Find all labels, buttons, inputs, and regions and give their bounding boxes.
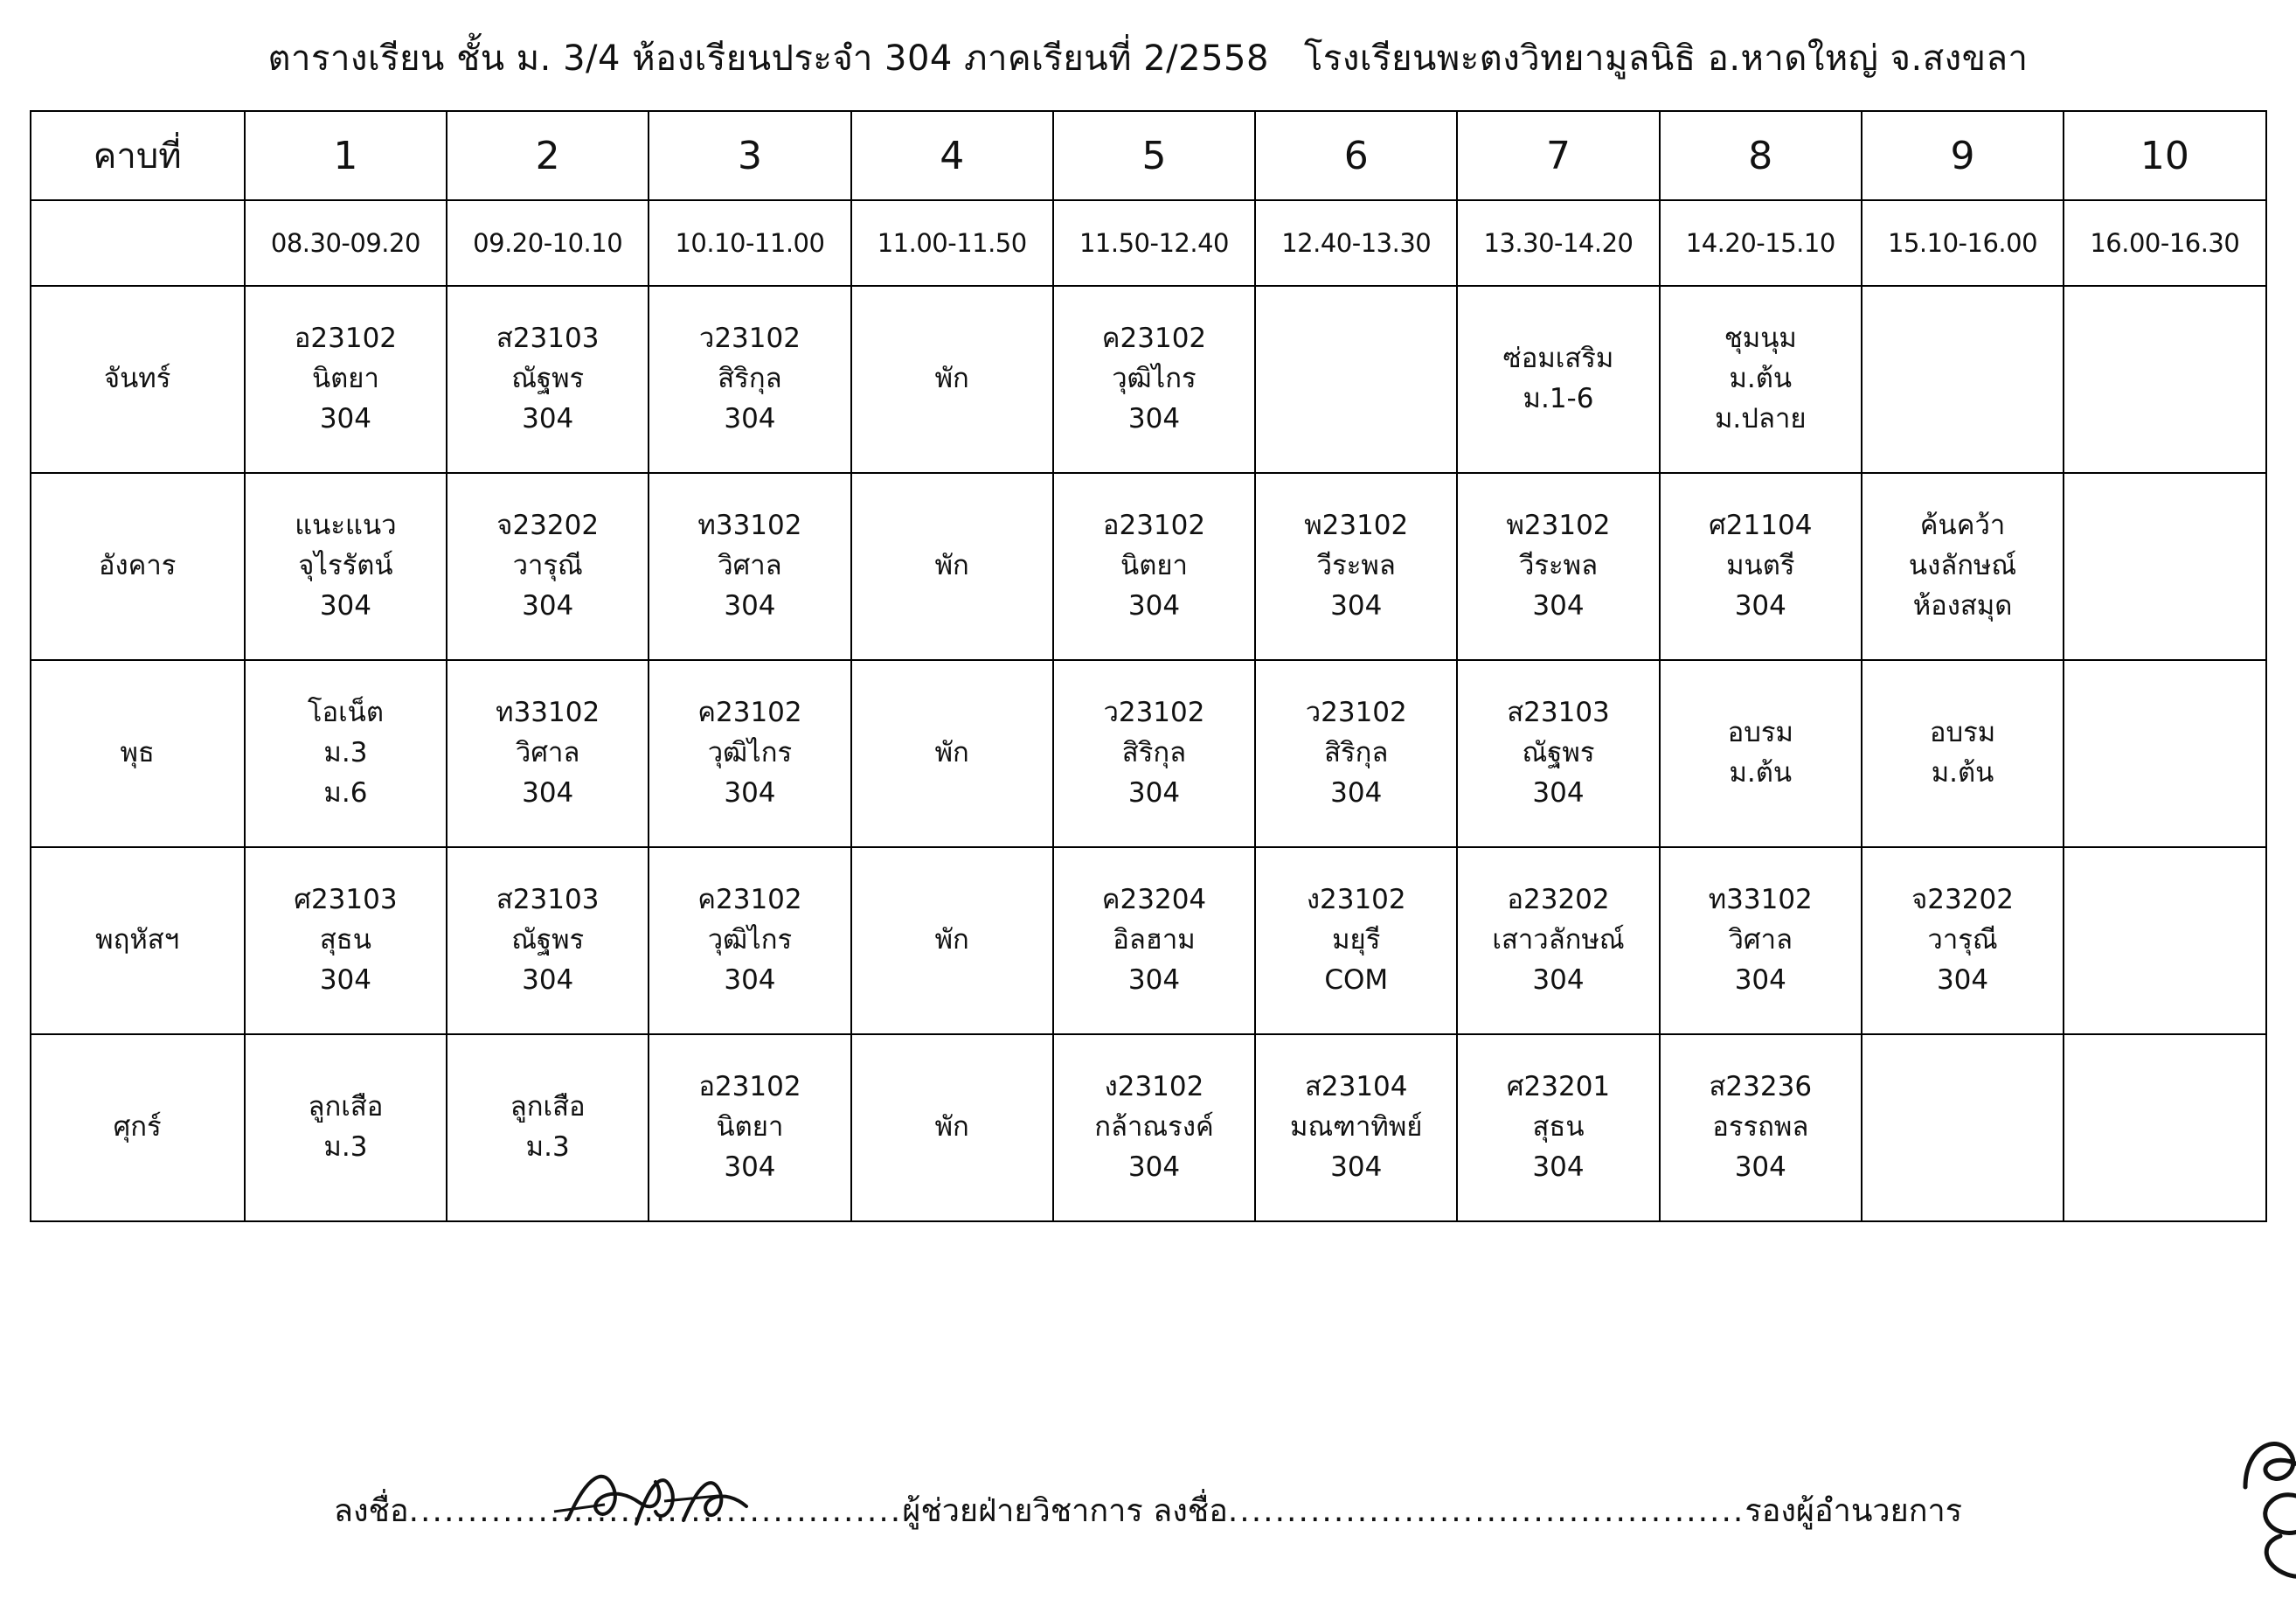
cell-room: 304 bbox=[1127, 776, 1181, 809]
cell-friday-p8 bbox=[1660, 1034, 1862, 1221]
cell-code: จ23202 bbox=[1911, 884, 2014, 916]
cell-code: ลูกเสือ bbox=[510, 1091, 586, 1123]
page-title bbox=[0, 0, 2296, 94]
cell-room: 304 bbox=[1127, 963, 1181, 996]
cell-teacher: อิลฮาม bbox=[1113, 924, 1196, 956]
cell-room: 304 bbox=[319, 963, 371, 996]
cell-wednesday-p3 bbox=[649, 660, 850, 847]
signature-dots-2: ............................................ bbox=[1227, 1493, 1745, 1529]
day-label-wednesday: พุธ bbox=[31, 660, 245, 847]
cell-teacher: สุธน bbox=[1532, 1111, 1585, 1144]
cell-room: 304 bbox=[522, 402, 574, 435]
cell-tuesday-p4 bbox=[851, 473, 1053, 660]
cell-room: ห้องสมุด bbox=[1912, 589, 2013, 622]
cell-code: พัก bbox=[934, 363, 969, 395]
period-header-10: 10 bbox=[2064, 111, 2265, 200]
cell-tuesday-p2 bbox=[447, 473, 649, 660]
cell-teacher: อรรถพล bbox=[1712, 1111, 1809, 1144]
cell-code: ท33102 bbox=[496, 697, 600, 729]
role-label-2: รองผู้อำนวยการ bbox=[1745, 1493, 1963, 1529]
signature-dots-1: .......................................... bbox=[408, 1493, 903, 1529]
cell-code: ค้นคว้า bbox=[1919, 510, 2006, 542]
cell-teacher: นิตยา bbox=[1120, 550, 1188, 582]
cell-code: ส23236 bbox=[1709, 1071, 1813, 1103]
cell-code: ศ23103 bbox=[294, 884, 398, 916]
cell-thursday-p4 bbox=[851, 847, 1053, 1034]
cell-code: ค23102 bbox=[697, 884, 802, 916]
cell-teacher: วารุณี bbox=[1927, 924, 1998, 956]
cell-friday-p10 bbox=[2064, 1034, 2265, 1221]
cell-wednesday-p5 bbox=[1053, 660, 1255, 847]
cell-friday-p7 bbox=[1457, 1034, 1659, 1221]
page-title-school: โรงเรียนพะตงวิทยามูลนิธิ อ.หาดใหญ่ จ.สงขลา bbox=[1303, 38, 2029, 79]
cell-monday-p9 bbox=[1862, 286, 2064, 473]
cell-friday-p3 bbox=[649, 1034, 850, 1221]
table-row bbox=[31, 847, 2266, 1034]
cell-tuesday-p10 bbox=[2064, 473, 2265, 660]
cell-teacher: ณัฐพร bbox=[511, 363, 585, 395]
cell-code: ค23204 bbox=[1101, 884, 1207, 916]
cell-teacher: วารุณี bbox=[512, 550, 583, 582]
cell-room: 304 bbox=[1936, 963, 1989, 996]
time-header-3: 10.10-11.00 bbox=[649, 200, 850, 286]
cell-teacher: ม.ต้น bbox=[1729, 757, 1793, 789]
cell-room: 304 bbox=[1532, 589, 1585, 622]
cell-thursday-p10 bbox=[2064, 847, 2265, 1034]
cell-teacher: วุฒิไกร bbox=[1112, 363, 1197, 395]
cell-code: อบรม bbox=[1727, 717, 1793, 749]
cell-room: 304 bbox=[724, 776, 776, 809]
time-header-10: 16.00-16.30 bbox=[2064, 200, 2265, 286]
cell-code: ค23102 bbox=[1101, 323, 1207, 355]
cell-teacher: วีระพล bbox=[1316, 550, 1396, 582]
table-header-periods bbox=[31, 111, 2266, 200]
time-header-blank bbox=[31, 200, 245, 286]
cell-friday-p5 bbox=[1053, 1034, 1255, 1221]
cell-teacher: วีระพล bbox=[1518, 550, 1599, 582]
cell-teacher: มนตรี bbox=[1726, 550, 1795, 582]
signature-footer bbox=[0, 1485, 2296, 1535]
cell-code: ศ23201 bbox=[1506, 1071, 1611, 1103]
role-label-1: ผู้ช่วยฝ่ายวิชาการ bbox=[902, 1493, 1143, 1529]
table-row bbox=[31, 286, 2266, 473]
signature-label-2: ลงชื่อ bbox=[1153, 1493, 1228, 1529]
cell-code: ซ่อมเสริม bbox=[1502, 343, 1614, 375]
cell-code: แนะแนว bbox=[295, 510, 397, 542]
page-title-main: ตารางเรียน ชั้น ม. 3/4 ห้องเรียนประจำ 304 ภาคเรียนที่ 2/2558 bbox=[267, 38, 1269, 79]
cell-teacher: สุธน bbox=[319, 924, 371, 956]
cell-room: 304 bbox=[724, 402, 776, 435]
cell-teacher: ม.3 bbox=[323, 737, 368, 769]
cell-tuesday-p1 bbox=[245, 473, 447, 660]
cell-code: อ23102 bbox=[294, 323, 398, 355]
cell-thursday-p5 bbox=[1053, 847, 1255, 1034]
cell-room: 304 bbox=[1532, 776, 1585, 809]
cell-room: 304 bbox=[522, 776, 574, 809]
period-header-7: 7 bbox=[1457, 111, 1659, 200]
cell-code: ท33102 bbox=[1708, 884, 1813, 916]
schedule-table bbox=[30, 110, 2267, 1222]
time-header-7: 13.30-14.20 bbox=[1457, 200, 1659, 286]
cell-monday-p5 bbox=[1053, 286, 1255, 473]
cell-code: ชุมนุม bbox=[1724, 323, 1797, 355]
period-header-4: 4 bbox=[851, 111, 1053, 200]
cell-thursday-p1 bbox=[245, 847, 447, 1034]
cell-monday-p8 bbox=[1660, 286, 1862, 473]
signature-mark-deputy bbox=[2210, 1424, 2296, 1599]
cell-code: อ23202 bbox=[1507, 884, 1610, 916]
cell-code: พัก bbox=[934, 737, 969, 769]
cell-room: 304 bbox=[1330, 589, 1383, 622]
cell-friday-p6 bbox=[1255, 1034, 1457, 1221]
cell-code: อบรม bbox=[1929, 717, 1996, 749]
cell-code: พ23102 bbox=[1506, 510, 1611, 542]
cell-teacher: วิศาล bbox=[1728, 924, 1793, 956]
cell-thursday-p8 bbox=[1660, 847, 1862, 1034]
table-row bbox=[31, 660, 2266, 847]
cell-tuesday-p9 bbox=[1862, 473, 2064, 660]
cell-tuesday-p8 bbox=[1660, 473, 1862, 660]
corner-label: คาบที่ bbox=[31, 111, 245, 200]
cell-teacher: กล้าณรงค์ bbox=[1094, 1111, 1214, 1144]
cell-room: 304 bbox=[724, 589, 776, 622]
cell-code: ง23102 bbox=[1104, 1071, 1204, 1103]
cell-room: 304 bbox=[1127, 1151, 1181, 1183]
cell-tuesday-p5 bbox=[1053, 473, 1255, 660]
cell-teacher: ม.ต้น bbox=[1729, 363, 1793, 395]
cell-code: อ23102 bbox=[698, 1071, 801, 1103]
signature-label-1: ลงชื่อ bbox=[333, 1493, 409, 1529]
cell-teacher: ม.3 bbox=[323, 1131, 368, 1163]
cell-teacher: สิริกุล bbox=[718, 363, 782, 395]
cell-room: 304 bbox=[319, 589, 371, 622]
cell-room: 304 bbox=[1127, 402, 1181, 435]
cell-room: 304 bbox=[1734, 1151, 1786, 1183]
cell-teacher: เสาวลักษณ์ bbox=[1492, 924, 1625, 956]
cell-teacher: สิริกุล bbox=[1121, 737, 1187, 769]
cell-code: พ23102 bbox=[1304, 510, 1409, 542]
time-header-6: 12.40-13.30 bbox=[1255, 200, 1457, 286]
cell-code: ง23102 bbox=[1306, 884, 1406, 916]
cell-code: อ23102 bbox=[1102, 510, 1206, 542]
cell-code: ลูกเสือ bbox=[308, 1091, 384, 1123]
cell-room: 304 bbox=[1532, 963, 1585, 996]
cell-teacher: สิริกุล bbox=[1324, 737, 1389, 769]
time-header-1: 08.30-09.20 bbox=[245, 200, 447, 286]
time-header-8: 14.20-15.10 bbox=[1660, 200, 1862, 286]
cell-code: พัก bbox=[934, 1111, 969, 1144]
period-header-8: 8 bbox=[1660, 111, 1862, 200]
cell-teacher: วุฒิไกร bbox=[707, 737, 793, 769]
cell-teacher: ม.ต้น bbox=[1931, 757, 1994, 789]
cell-room: 304 bbox=[1127, 589, 1181, 622]
cell-code: พัก bbox=[934, 550, 969, 582]
cell-wednesday-p6 bbox=[1255, 660, 1457, 847]
cell-thursday-p2 bbox=[447, 847, 649, 1034]
period-header-5: 5 bbox=[1053, 111, 1255, 200]
cell-code: ส23103 bbox=[1507, 697, 1610, 729]
cell-monday-p3 bbox=[649, 286, 850, 473]
cell-code: จ23202 bbox=[496, 510, 600, 542]
cell-teacher: ม.3 bbox=[525, 1131, 570, 1163]
cell-room: 304 bbox=[724, 1151, 776, 1183]
cell-teacher: วิศาล bbox=[515, 737, 580, 769]
table-header-times bbox=[31, 200, 2266, 286]
cell-wednesday-p4 bbox=[851, 660, 1053, 847]
cell-teacher: จุไรรัตน์ bbox=[298, 550, 393, 582]
cell-tuesday-p3 bbox=[649, 473, 850, 660]
cell-room: 304 bbox=[522, 963, 574, 996]
cell-wednesday-p7 bbox=[1457, 660, 1659, 847]
cell-room: 304 bbox=[1330, 1151, 1383, 1183]
cell-teacher: ณัฐพร bbox=[1522, 737, 1595, 769]
cell-teacher: นิตยา bbox=[716, 1111, 784, 1144]
period-header-3: 3 bbox=[649, 111, 850, 200]
day-label-friday: ศุกร์ bbox=[31, 1034, 245, 1221]
cell-room: ม.6 bbox=[323, 776, 368, 809]
cell-code: ส23103 bbox=[496, 323, 600, 355]
cell-monday-p2 bbox=[447, 286, 649, 473]
time-header-2: 09.20-10.10 bbox=[447, 200, 649, 286]
cell-wednesday-p1 bbox=[245, 660, 447, 847]
cell-room: 304 bbox=[1330, 776, 1383, 809]
cell-code: ว23102 bbox=[698, 323, 801, 355]
cell-wednesday-p8 bbox=[1660, 660, 1862, 847]
cell-code: ศ21104 bbox=[1709, 510, 1813, 542]
cell-teacher: มณฑาทิพย์ bbox=[1290, 1111, 1423, 1144]
cell-room: 304 bbox=[1532, 1151, 1585, 1183]
cell-teacher: นงลักษณ์ bbox=[1908, 550, 2017, 582]
table-row bbox=[31, 1034, 2266, 1221]
time-header-9: 15.10-16.00 bbox=[1862, 200, 2064, 286]
cell-thursday-p7 bbox=[1457, 847, 1659, 1034]
period-header-1: 1 bbox=[245, 111, 447, 200]
cell-code: ส23103 bbox=[496, 884, 600, 916]
cell-thursday-p9 bbox=[1862, 847, 2064, 1034]
cell-room: 304 bbox=[1734, 589, 1786, 622]
cell-teacher: ม.1-6 bbox=[1523, 383, 1594, 414]
cell-monday-p6 bbox=[1255, 286, 1457, 473]
cell-monday-p7 bbox=[1457, 286, 1659, 473]
cell-code: โอเน็ต bbox=[307, 697, 384, 729]
period-header-9: 9 bbox=[1862, 111, 2064, 200]
cell-friday-p2 bbox=[447, 1034, 649, 1221]
cell-teacher: มยุรี bbox=[1332, 924, 1381, 956]
cell-room: ม.ปลาย bbox=[1715, 402, 1807, 435]
cell-tuesday-p7 bbox=[1457, 473, 1659, 660]
cell-friday-p1 bbox=[245, 1034, 447, 1221]
cell-room: COM bbox=[1324, 963, 1389, 996]
cell-wednesday-p2 bbox=[447, 660, 649, 847]
cell-room: 304 bbox=[319, 402, 371, 435]
day-label-thursday: พฤหัสฯ bbox=[31, 847, 245, 1034]
cell-monday-p1 bbox=[245, 286, 447, 473]
time-header-5: 11.50-12.40 bbox=[1053, 200, 1255, 286]
cell-friday-p9 bbox=[1862, 1034, 2064, 1221]
cell-monday-p10 bbox=[2064, 286, 2265, 473]
day-label-monday: จันทร์ bbox=[31, 286, 245, 473]
table-row bbox=[31, 473, 2266, 660]
cell-tuesday-p6 bbox=[1255, 473, 1457, 660]
cell-wednesday-p9 bbox=[1862, 660, 2064, 847]
time-header-4: 11.00-11.50 bbox=[851, 200, 1053, 286]
cell-room: 304 bbox=[1734, 963, 1786, 996]
cell-thursday-p6 bbox=[1255, 847, 1457, 1034]
period-header-6: 6 bbox=[1255, 111, 1457, 200]
cell-room: 304 bbox=[724, 963, 776, 996]
cell-code: ส23104 bbox=[1304, 1071, 1408, 1103]
cell-teacher: วิศาล bbox=[718, 550, 782, 582]
cell-wednesday-p10 bbox=[2064, 660, 2265, 847]
cell-code: ว23102 bbox=[1305, 697, 1407, 729]
cell-monday-p4 bbox=[851, 286, 1053, 473]
cell-friday-p4 bbox=[851, 1034, 1053, 1221]
cell-teacher: นิตยา bbox=[311, 363, 379, 395]
period-header-2: 2 bbox=[447, 111, 649, 200]
cell-code: พัก bbox=[934, 924, 969, 956]
day-label-tuesday: อังคาร bbox=[31, 473, 245, 660]
cell-code: ท33102 bbox=[697, 510, 802, 542]
cell-teacher: วุฒิไกร bbox=[707, 924, 793, 956]
cell-thursday-p3 bbox=[649, 847, 850, 1034]
cell-code: ว23102 bbox=[1103, 697, 1205, 729]
cell-code: ค23102 bbox=[697, 697, 802, 729]
cell-room: 304 bbox=[522, 589, 574, 622]
cell-teacher: ณัฐพร bbox=[511, 924, 585, 956]
